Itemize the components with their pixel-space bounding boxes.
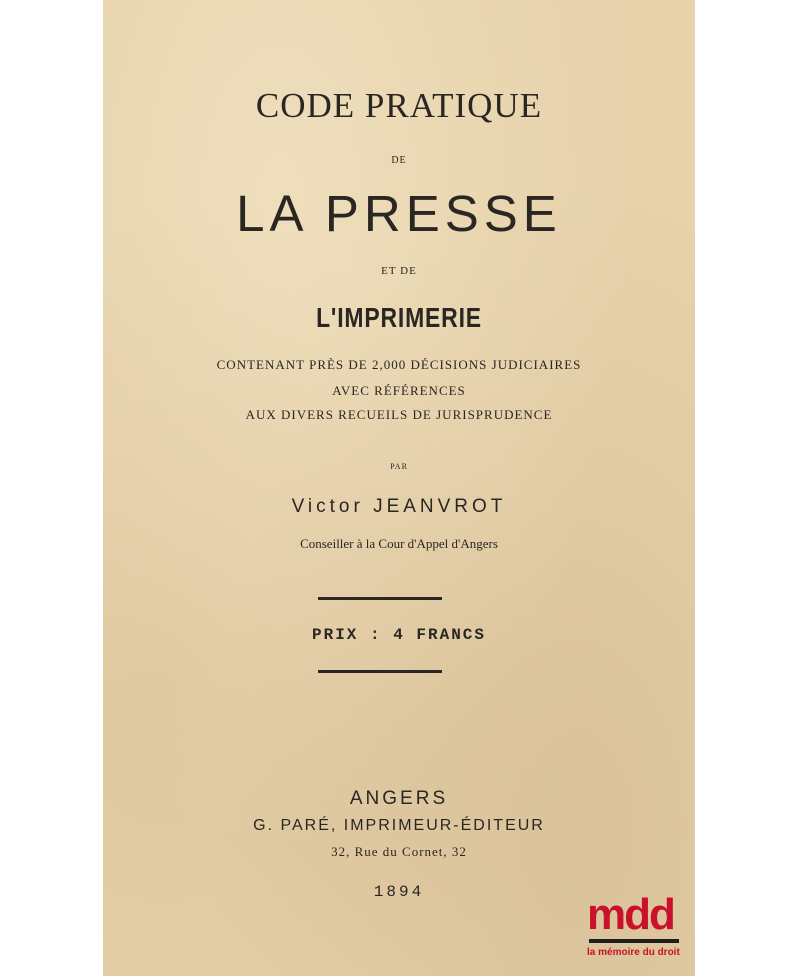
title-line-la-presse: LA PRESSE xyxy=(236,185,562,242)
subtitle-line-3: AUX DIVERS RECUEILS DE JURISPRUDENCE xyxy=(245,407,553,422)
mdd-watermark-logo xyxy=(587,890,697,965)
title-connector-de: DE xyxy=(391,155,407,166)
mdd-logo-text: mdd xyxy=(587,890,674,939)
title-page xyxy=(103,0,695,976)
imprint-address: 32, Rue du Cornet, 32 xyxy=(331,844,467,859)
mdd-logo-bar xyxy=(589,939,679,943)
title-connector-et-de: ET DE xyxy=(381,265,417,277)
title-line-code-pratique: CODE PRATIQUE xyxy=(255,86,543,125)
divider-bottom xyxy=(318,670,442,673)
publication-year: 1894 xyxy=(373,883,425,901)
subtitle-line-1: CONTENANT PRÈS DE 2,000 DÉCISIONS JUDICIAIRES xyxy=(216,357,582,372)
imprint-publisher: G. PARÉ, IMPRIMEUR-ÉDITEUR xyxy=(253,817,545,834)
title-line-imprimerie: L'IMPRIMERIE xyxy=(316,302,482,333)
imprint-city: ANGERS xyxy=(349,788,449,809)
divider-top xyxy=(318,597,442,600)
subtitle-line-2: AVEC RÉFÉRENCES xyxy=(332,383,466,398)
author-name: Victor JEANVROT xyxy=(291,496,507,517)
by-label: PAR xyxy=(390,462,408,471)
price: PRIX : 4 FRANCS xyxy=(311,626,487,644)
author-role: Conseiller à la Cour d'Appel d'Angers xyxy=(300,536,498,551)
mdd-logo-caption: la mémoire du droit xyxy=(587,947,680,958)
